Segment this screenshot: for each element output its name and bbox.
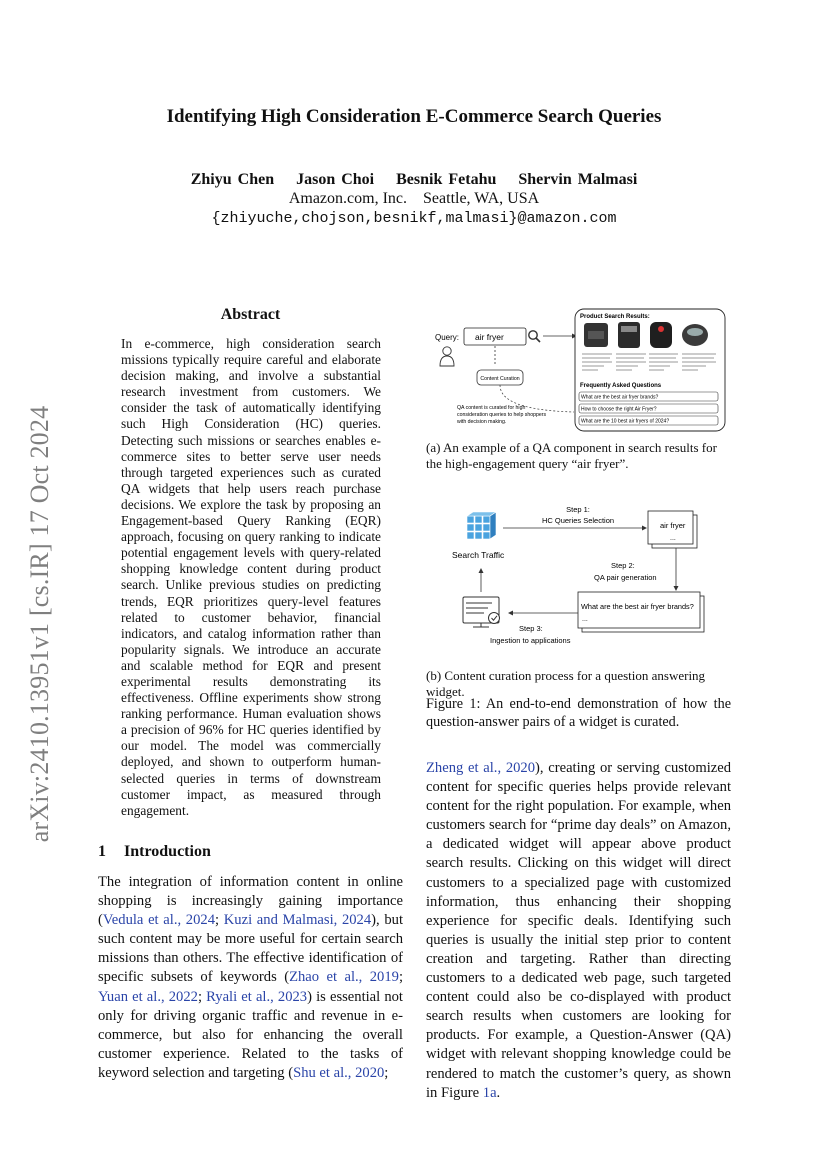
cube-cell: [467, 532, 474, 539]
application-monitor-icon: [463, 597, 500, 627]
curation-note-line: with decision making.: [457, 419, 507, 425]
text-run: ;: [384, 1064, 389, 1081]
step2-desc: QA pair generation: [594, 573, 657, 582]
arrowhead: [508, 611, 513, 616]
figure-caption: Figure 1: An end-to-end demonstration of how the question-answer pairs of a widget is curated.: [426, 696, 731, 730]
citation-link[interactable]: Kuzi and Malmasi, 2024: [223, 912, 372, 929]
author: Besnik Fetahu: [396, 171, 497, 188]
text-run: The integration of information content in online shopping is increasingly gaining importance (: [98, 874, 403, 929]
subfigure-a-caption: (a) An example of a QA component in search results for the high-engagement query “air fryer”.: [426, 440, 717, 471]
citation-link[interactable]: Shu et al., 2020: [293, 1064, 385, 1081]
faq-title: Frequently Asked Questions: [580, 383, 662, 389]
step1-desc: HC Queries Selection: [541, 516, 615, 525]
search-traffic-label: Search Traffic: [452, 550, 505, 560]
cube-cell: [467, 524, 474, 531]
faq-item: What are the 10 best air fryers of 2024?: [581, 418, 670, 425]
affiliation: [0, 190, 828, 208]
figure-1b: [426, 500, 731, 652]
affiliation-location: Seattle, WA, USA: [423, 190, 540, 207]
author: Jason Choi: [296, 171, 375, 188]
author: Zhiyu Chen: [190, 171, 275, 188]
arrowhead: [642, 526, 647, 531]
text-run: ;: [398, 969, 403, 986]
step3-desc: Ingestion to applications: [490, 636, 571, 645]
figure-1a: [426, 304, 731, 438]
curation-note-line: consideration queries to help shoppers: [457, 412, 547, 418]
abstract-heading: Abstract: [220, 306, 281, 323]
results-title: Product Search Results:: [580, 314, 650, 320]
arrowhead: [479, 568, 484, 573]
hc-query-more: ...: [670, 535, 676, 542]
text-run: ;: [197, 988, 207, 1005]
qa-pair-more: ...: [582, 616, 588, 623]
cube-cell: [483, 532, 490, 539]
abstract-text: In e-commerce, high consideration search missions typically require careful and elaborate decision making, and involve a substantial research investment from customers. We consider the task of automatically identifying such High Consideration (HC) queries. Detecting such missions or searches enables e-commerce sites to better serve user needs through targeted experiences such as curated QA widgets that help users reach purchase decisions. We explore the task by proposing an Engagement-based Query Ranking (EQR) approach, focusing on query ranking to indicate potential engagement levels with query-related shopping knowledge content during product search. Unlike previous studies on predicting trends, EQR prioritizes query-level features related to customer behavior, financial indicators, and catalog information rather than popularity signals. We introduce an accurate and scalable method for EQR and present experimental results demonstrating its effectiveness. Offline experiments show strong ranking performance. Human evaluation shows a precision of 96% for HC queries identified by our model. The model was commercially deployed, and shown to outperform human-selected queries in terms of downstream customer impact, as measured through engagement.: [121, 336, 381, 818]
arxiv-id: arXiv:2410.13951v1 [cs.IR] 17 Oct 2024: [25, 405, 54, 843]
affiliation-company: Amazon.com, Inc.: [288, 190, 408, 207]
cube-side: [490, 512, 496, 539]
intro-paragraph: [98, 873, 403, 1083]
air-fryer-image-detail: [658, 326, 664, 332]
query-text: air fryer: [475, 332, 504, 342]
paper-title: Identifying High Consideration E-Commerce Search Queries: [166, 106, 662, 127]
step1-label: Step 1:: [566, 505, 590, 514]
right-column-paragraph: [426, 759, 731, 1103]
author-list: [0, 171, 828, 189]
air-fryer-image-3: [650, 322, 672, 348]
citation-link[interactable]: Zhao et al., 2019: [289, 969, 399, 986]
cube-cell: [483, 516, 490, 523]
text-run: ;: [215, 912, 224, 929]
cube-cluster-icon: [467, 512, 496, 539]
content-curation-label: Content Curation: [480, 376, 520, 382]
cube-cell: [475, 524, 482, 531]
air-fryer-image-detail: [687, 328, 703, 336]
text-run: ) is essential not only for driving organic traffic and revenue in e-commerce, but also for enhancing the overall customer experience. Related to the tasks of keyword selection and targeting (: [98, 988, 403, 1081]
text-run: ), but such content may be more useful for certain search missions than others. The effective identification of specific subsets of keywords (: [98, 912, 403, 986]
text-run: ), creating or serving customized content for specific queries helps provide relevant content for the right population. For example, when customers search for “prime day deals” on Amazon, a dedicated widget will appear above product search results. Clicking on this widget will direct customers to a specialized page with customized information, thus enhancing their shopping experience for specific deals. Identifying such queries is usually the initial step prior to content creation and targeting. Rather than directing customers to a dedicated web page, such targeted content could also be co-displayed with product search results when customers are looking for products. For example, a Question-Answer (QA) widget with relevant shopping knowledge could be rendered to match the customer’s query, as shown in Figure: [426, 760, 731, 1101]
author-emails: {zhiyuche,chojson,besnikf,malmasi}@amazon.com: [211, 210, 617, 227]
curation-note-line: QA content is curated for high: [457, 405, 526, 411]
faq-item: What are the best air fryer brands?: [581, 394, 659, 401]
cube-cell: [483, 524, 490, 531]
check-circle-icon: [489, 613, 500, 624]
citation-link[interactable]: Ryali et al., 2023: [206, 988, 308, 1005]
air-fryer-image-detail: [588, 331, 604, 339]
text-run: .: [496, 1084, 501, 1101]
citation-link[interactable]: Vedula et al., 2024: [102, 912, 215, 929]
citation-link[interactable]: Zheng et al., 2020: [426, 760, 536, 776]
arxiv-stamp: [24, 376, 56, 872]
air-fryer-image-detail: [621, 326, 637, 332]
hc-query-text: air fryer: [660, 521, 686, 530]
author: Shervin Malmasi: [518, 171, 638, 188]
arrowhead: [674, 586, 679, 591]
air-fryer-image-2: [618, 322, 640, 348]
user-icon: [440, 347, 454, 366]
figure-ref-link[interactable]: 1a: [482, 1084, 497, 1101]
search-icon: [529, 331, 540, 342]
citation-link[interactable]: Yuan et al., 2022: [98, 988, 198, 1005]
faq-item: How to choose the right Air Fryer?: [581, 406, 657, 413]
subfigure-b-caption: (b) Content curation process for a question answering widget.: [426, 668, 706, 699]
section-number: 1: [98, 843, 106, 860]
qa-pair-text: What are the best air fryer brands?: [581, 602, 694, 611]
step2-label: Step 2:: [611, 561, 635, 570]
cube-cell: [475, 532, 482, 539]
query-label: Query:: [435, 333, 460, 342]
section-title: Introduction: [124, 843, 211, 860]
cube-cell: [475, 516, 482, 523]
step3-label: Step 3:: [519, 624, 543, 633]
cube-cell: [467, 516, 474, 523]
section-heading: [98, 843, 211, 861]
